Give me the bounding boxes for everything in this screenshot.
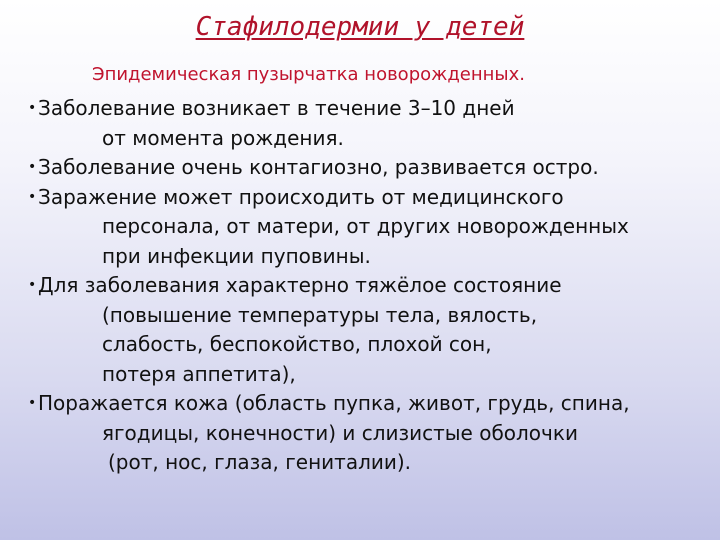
bullet-line	[28, 94, 708, 124]
bullet-line	[28, 271, 708, 301]
bullet-line	[28, 183, 708, 213]
bullet-continuation: потеря аппетита),	[102, 361, 296, 386]
bullet-text: Для заболевания характерно тяжёлое состояние	[38, 273, 562, 297]
bullet-dot-icon: •	[28, 100, 37, 116]
bullet-continuation: (рот, нос, глаза, гениталии).	[108, 450, 412, 474]
bullet-item	[28, 389, 708, 478]
slide-title: Стафилодермии у детей	[195, 12, 525, 42]
bullet-dot-icon: •	[28, 277, 37, 293]
bullet-item	[28, 94, 708, 153]
bullet-continuation: слабость, беспокойство, плохой сон,	[102, 332, 492, 356]
bullet-dot-icon: •	[28, 188, 37, 205]
bullet-dot-icon: •	[28, 159, 37, 175]
bullet-continuation: (повышение температуры тела, вялость,	[102, 302, 538, 327]
bullet-continuation: персонала, от матери, от других новорожденных	[102, 214, 629, 238]
bullet-text: Поражается кожа (область пупка, живот, грудь, спина,	[38, 391, 630, 415]
bullet-continuation: от момента рождения.	[102, 125, 344, 150]
bullet-item	[28, 183, 708, 272]
bullet-text: Заболевание очень контагиозно, развивается остро.	[38, 155, 599, 179]
bullet-item	[28, 153, 708, 183]
bullet-continuation: ягодицы, конечности) и слизистые оболочки	[102, 420, 578, 445]
bullet-line	[28, 153, 708, 183]
slide-subtitle: Эпидемическая пузырчатка новорожденных.	[92, 64, 525, 85]
bullet-text: Заболевание возникает в течение 3–10 дней	[38, 96, 515, 120]
bullet-item	[28, 271, 708, 389]
bullet-continuation: при инфекции пуповины.	[102, 243, 371, 268]
bullet-text: Заражение может происходить от медицинского	[38, 184, 564, 209]
bullet-line	[28, 389, 708, 419]
bullet-list	[28, 94, 708, 478]
bullet-dot-icon: •	[28, 395, 37, 411]
